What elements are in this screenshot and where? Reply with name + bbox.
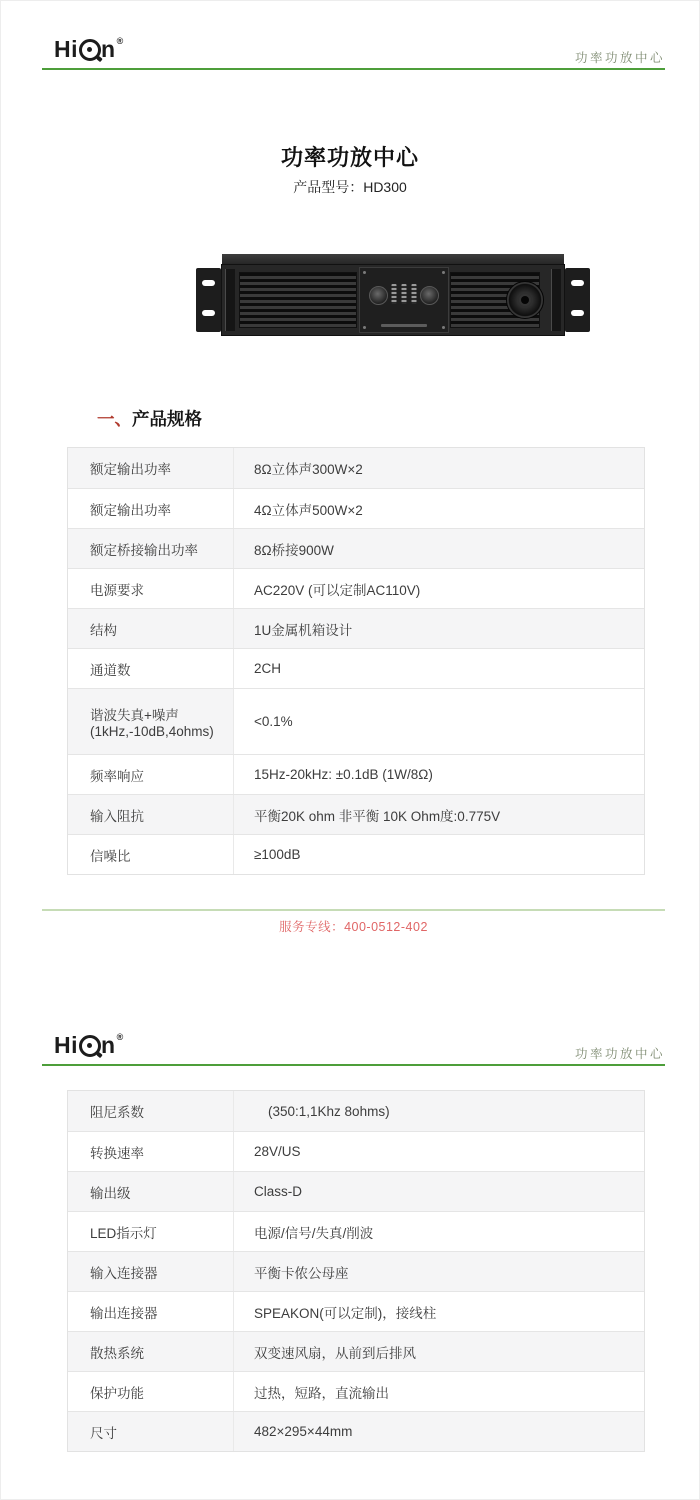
spec-table-row xyxy=(68,648,644,688)
spec-label-cell: 通道数 xyxy=(68,649,234,688)
spec-table-row xyxy=(68,1411,644,1451)
brand-logo xyxy=(54,36,124,63)
section-label: 产品规格 xyxy=(132,409,202,429)
logo-q-icon xyxy=(79,39,101,61)
page1-header xyxy=(42,36,665,70)
amp-mount-slot xyxy=(202,310,215,316)
spec-label-cell: 信噪比 xyxy=(68,835,234,874)
registered-trademark-icon: ® xyxy=(116,1031,124,1042)
registered-trademark-icon: ® xyxy=(116,35,124,46)
spec-label-cell: 额定输出功率 xyxy=(68,448,234,488)
product-model: 产品型号：HD300 xyxy=(293,179,407,195)
spec-value-cell: 8Ω立体声300W×2 xyxy=(254,462,363,477)
spec-label-cell: 频率响应 xyxy=(68,755,234,794)
amp-led-bar xyxy=(392,284,397,304)
spec-label-cell: 电源要求 xyxy=(68,569,234,608)
spec-table-row xyxy=(68,608,644,648)
spec-label-cell: 输出连接器 xyxy=(68,1292,234,1331)
spec-label-cell: 输入阻抗 xyxy=(68,795,234,834)
spec-value-cell: 平衡卡侬公母座 xyxy=(254,1265,349,1281)
spec-table-page1 xyxy=(67,447,645,875)
spec-value-cell: 8Ω桥接900W xyxy=(254,542,334,558)
spec-table-row xyxy=(68,1371,644,1411)
screw-icon xyxy=(363,326,366,329)
spec-value-cell: 过热，短路，直流输出 xyxy=(254,1385,389,1401)
header-tagline: 功率功放中心 xyxy=(574,51,665,65)
page1-footer xyxy=(42,909,665,935)
amp-round-dial xyxy=(506,281,544,319)
amp-front-panel xyxy=(221,264,565,336)
spec-table-row xyxy=(68,528,644,568)
amp-volume-knob-left xyxy=(369,286,388,305)
header-divider-line xyxy=(42,68,665,70)
spec-value-cell: 电源/信号/失真/削波 xyxy=(254,1225,374,1241)
spec-table-row xyxy=(68,1091,644,1131)
header-tagline: 功率功放中心 xyxy=(574,1047,665,1061)
amp-rack-ear-right xyxy=(565,268,590,332)
logo-q-icon xyxy=(79,1035,101,1057)
spec-table-row xyxy=(68,834,644,874)
spec-label-cell: 保护功能 xyxy=(68,1372,234,1411)
spec-table-row xyxy=(68,1331,644,1371)
amp-grille-left xyxy=(239,272,357,328)
spec-label-cell: 转换速率 xyxy=(68,1132,234,1171)
spec-value-cell: SPEAKON(可以定制)，接线柱 xyxy=(254,1305,437,1321)
amp-handle-left xyxy=(225,269,235,331)
spec-table-row xyxy=(68,488,644,528)
page2-header xyxy=(42,1032,665,1066)
screw-icon xyxy=(363,271,366,274)
spec-table-row xyxy=(68,754,644,794)
spec-label-cell: 额定桥接输出功率 xyxy=(68,529,234,568)
spec-table-row xyxy=(68,1291,644,1331)
spec-table-row xyxy=(68,1211,644,1251)
product-image xyxy=(196,254,590,340)
logo-text-right: n xyxy=(101,1032,116,1058)
amp-handle-right xyxy=(551,269,561,331)
spec-value-cell: <0.1% xyxy=(234,689,644,754)
spec-table-row xyxy=(68,794,644,834)
amp-led-bar xyxy=(412,284,417,304)
spec-label-cell: 散热系统 xyxy=(68,1332,234,1371)
spec-value-cell: 482×295×44mm xyxy=(254,1424,353,1439)
spec-value-cell: (350:1,1Khz 8ohms) xyxy=(268,1103,390,1119)
amp-led-indicators xyxy=(392,284,417,304)
spec-label-cell: 输出级 xyxy=(68,1172,234,1211)
spec-label-cell: 尺寸 xyxy=(68,1412,234,1451)
header-divider-line xyxy=(42,1064,665,1066)
spec-label-cell: 结构 xyxy=(68,609,234,648)
spec-value-cell: 15Hz-20kHz: ±0.1dB (1W/8Ω) xyxy=(254,767,433,782)
spec-table-row xyxy=(68,568,644,608)
spec-value-cell: 平衡20K ohm 非平衡 10K Ohm度:0.775V xyxy=(254,808,501,824)
screw-icon xyxy=(442,326,445,329)
amp-mount-slot xyxy=(571,280,584,286)
amp-led-bar xyxy=(402,284,407,304)
spec-value-cell: 1U金属机箱设计 xyxy=(254,622,353,638)
spec-table-page2 xyxy=(67,1090,645,1452)
footer-divider-line xyxy=(42,909,665,911)
spec-value-cell: Class-D xyxy=(254,1184,303,1199)
spec-value-cell: 4Ω立体声500W×2 xyxy=(254,502,363,518)
spec-table-row xyxy=(68,1171,644,1211)
spec-value-cell: 2CH xyxy=(254,661,282,676)
logo-text-right: n xyxy=(101,36,116,62)
spec-value-cell: 28V/US xyxy=(254,1144,301,1159)
screw-icon xyxy=(442,271,445,274)
amp-rack-ear-left xyxy=(196,268,221,332)
spec-label-cell: 输入连接器 xyxy=(68,1252,234,1291)
spec-label-cell: 阻尼系数 xyxy=(68,1091,234,1131)
page-title: 功率功放中心 xyxy=(280,145,419,170)
spec-table-row xyxy=(68,448,644,488)
logo-text-left: Hi xyxy=(54,36,78,62)
amp-mount-slot xyxy=(571,310,584,316)
brand-logo xyxy=(54,1032,124,1059)
spec-label-cell: 谐波失真+噪声 (1kHz,-10dB,4ohms) xyxy=(68,689,234,754)
spec-table-row xyxy=(68,1251,644,1291)
spec-label-cell: 额定输出功率 xyxy=(68,489,234,528)
amp-volume-knob-right xyxy=(420,286,439,305)
amp-center-panel xyxy=(359,267,449,333)
spec-table-row xyxy=(68,1131,644,1171)
section-heading xyxy=(97,406,202,431)
spec-value-cell: ≥100dB xyxy=(254,847,301,862)
spec-table-row xyxy=(68,688,644,754)
section-number: 一、 xyxy=(97,409,132,429)
spec-label-cell: LED指示灯 xyxy=(68,1212,234,1251)
spec-value-cell: 双变速风扇，从前到后排风 xyxy=(254,1345,416,1361)
logo-text-left: Hi xyxy=(54,1032,78,1058)
amp-panel-label xyxy=(381,324,427,327)
spec-value-cell: AC220V (可以定制AC110V) xyxy=(254,582,421,598)
amp-mount-slot xyxy=(202,280,215,286)
service-hotline: 服务专线：400-0512-402 xyxy=(279,919,428,934)
